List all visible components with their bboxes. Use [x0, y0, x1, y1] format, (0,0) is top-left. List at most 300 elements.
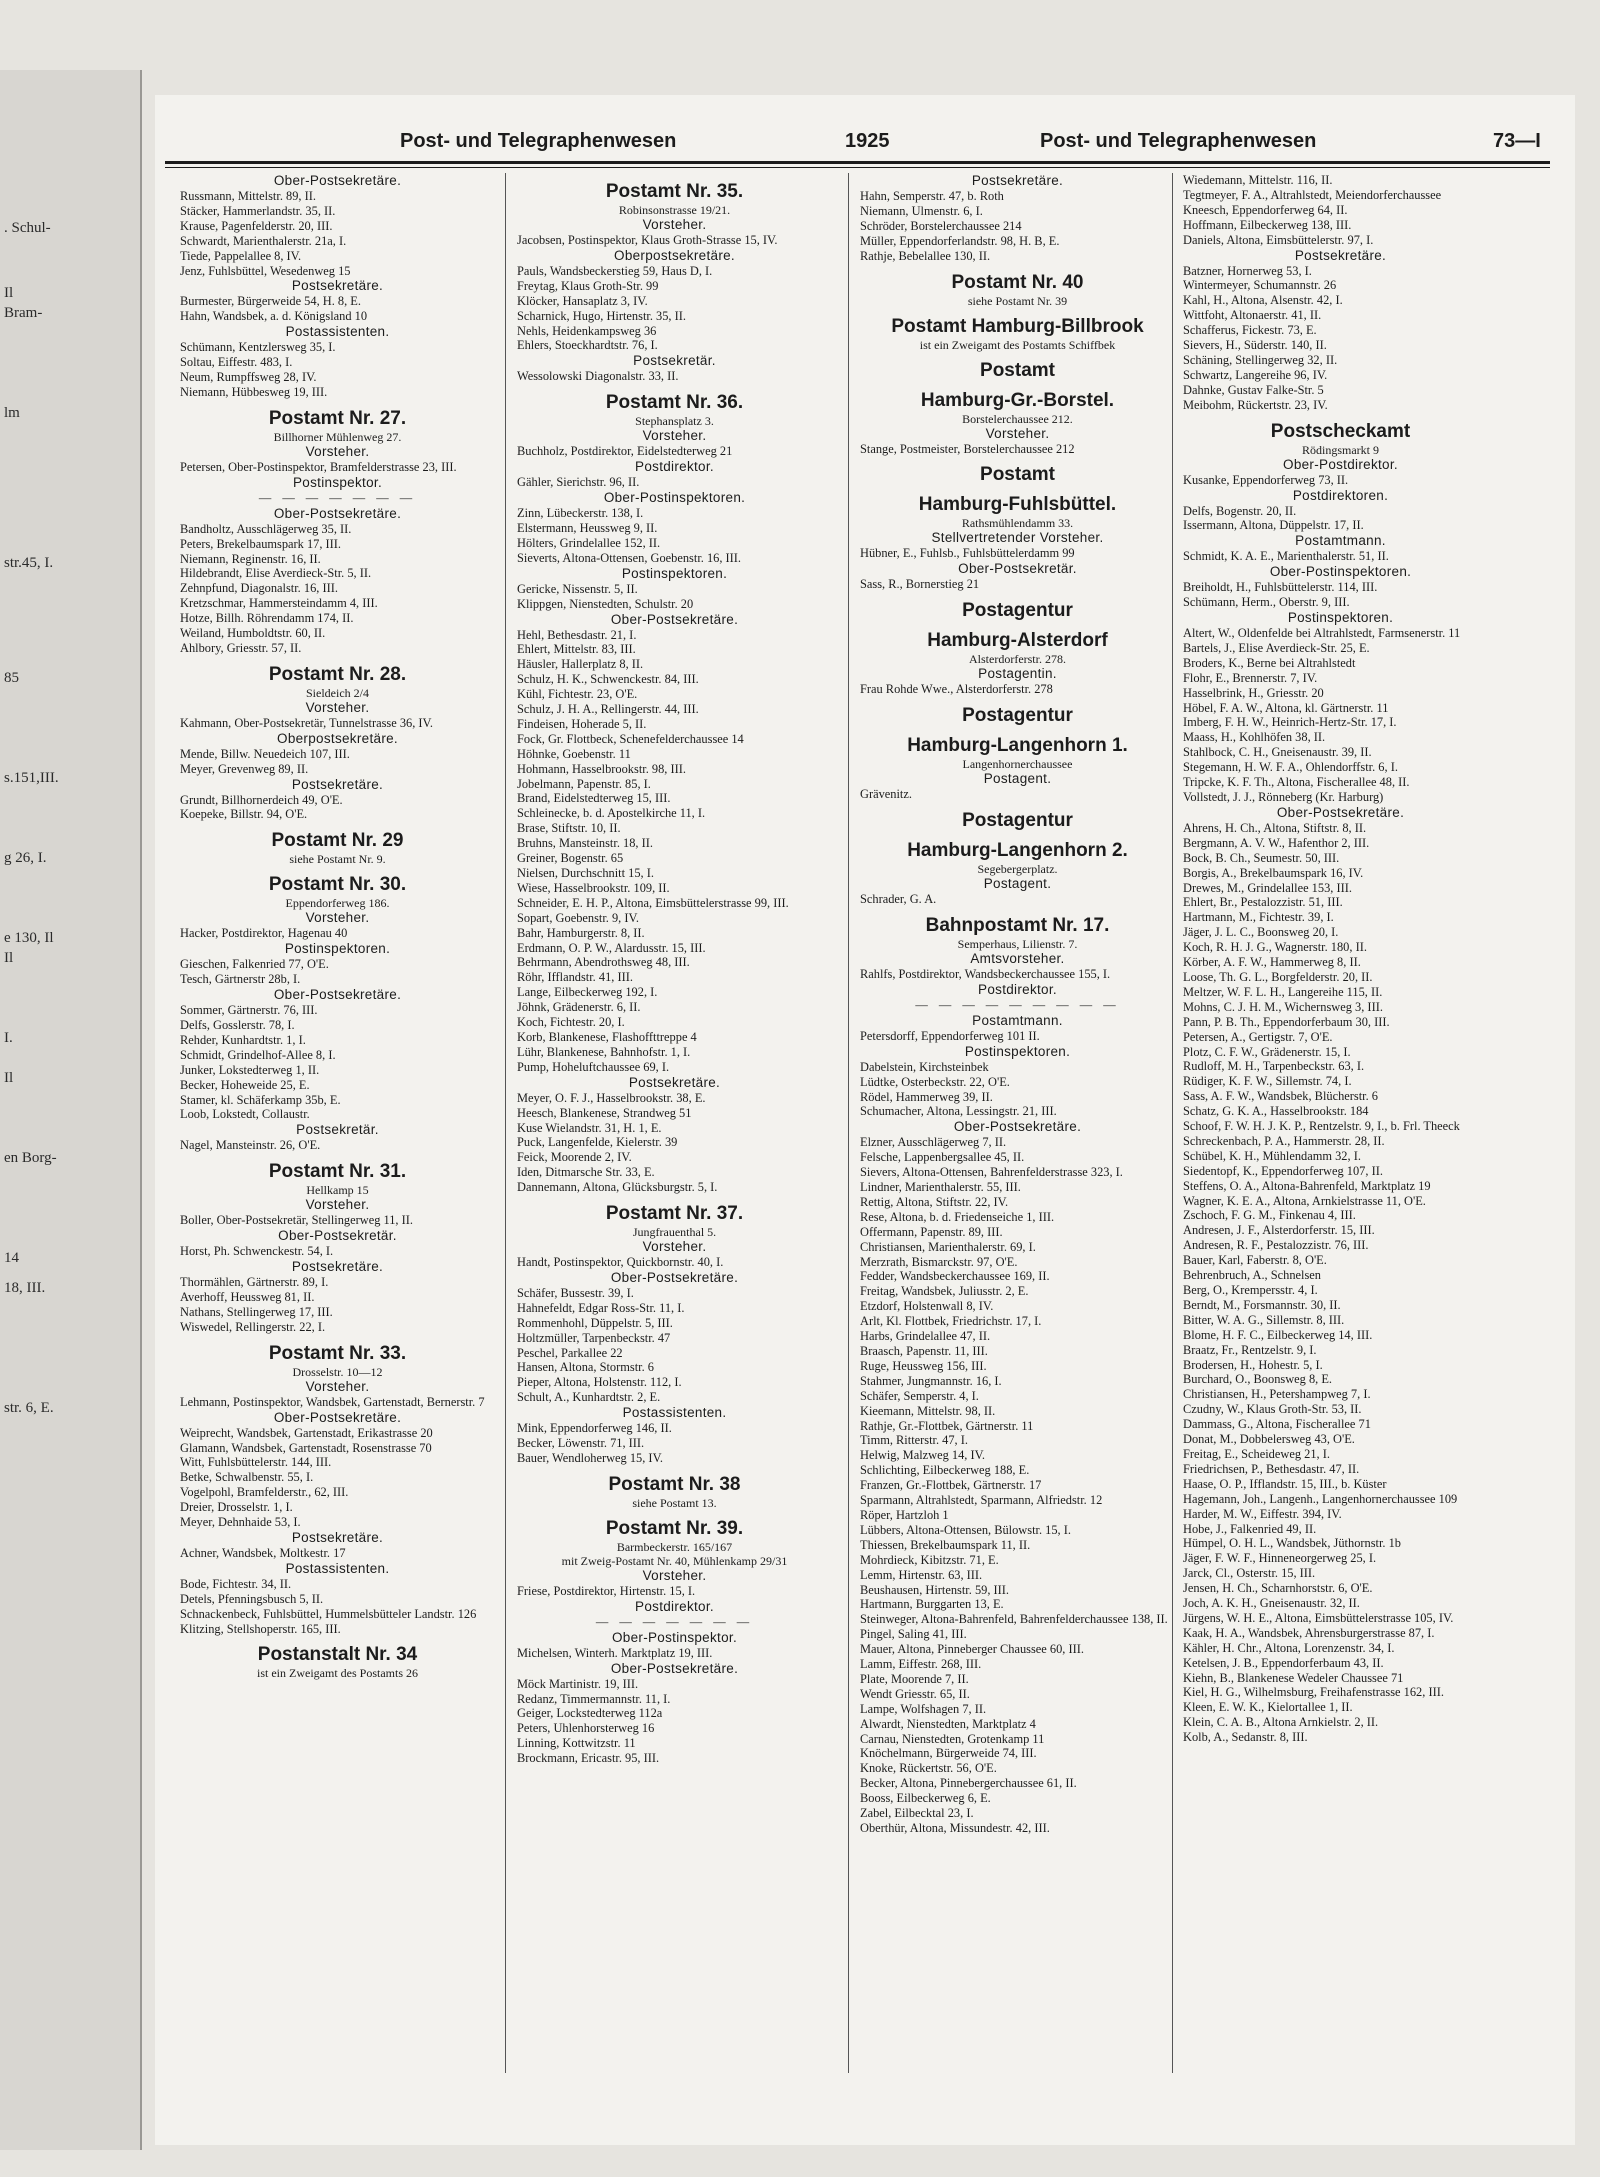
- role-heading: Postinspektor.: [293, 474, 382, 490]
- directory-entry: Sievers, H., Süderstr. 140, II.: [1183, 338, 1327, 353]
- directory-entry: Scharnick, Hugo, Hirtenstr. 35, II.: [517, 308, 686, 323]
- directory-entry: Haase, O. P., Ifflandstr. 15, III., b. Küster: [1183, 1476, 1387, 1491]
- directory-entry: Kiehn, B., Blankenese Wedeler Chaussee 71: [1183, 1670, 1404, 1685]
- previous-page-fragment: 14: [4, 1250, 19, 1266]
- directory-entry: Jenz, Fuhlsbüttel, Wesedenweg 15: [180, 263, 351, 278]
- directory-entry: Lübbers, Altona-Ottensen, Bülowstr. 15, I.: [860, 1522, 1071, 1537]
- directory-entry: Rathje, Bebelallee 130, II.: [860, 248, 991, 263]
- directory-entry: Niemann, Hübbesweg 19, III.: [180, 384, 328, 399]
- directory-entry: Jürgens, W. H. E., Altona, Eimsbüttelerstrasse 105, IV.: [1183, 1610, 1454, 1625]
- directory-entry: Gericke, Nissenstr. 5, II.: [517, 581, 638, 596]
- role-heading: Postamtmann.: [972, 1012, 1063, 1028]
- directory-entry: Klitzing, Stellshoperstr. 165, III.: [180, 1621, 341, 1636]
- directory-entry: Wintermeyer, Schumannstr. 26: [1183, 278, 1337, 293]
- directory-entry: Hehl, Bethesdastr. 21, I.: [517, 627, 637, 642]
- office-address: Semperhaus, Lilienstr. 7.: [957, 936, 1078, 951]
- previous-page-fragment: Bram-: [4, 305, 43, 321]
- directory-entry: Stange, Postmeister, Borstelerchaussee 212: [860, 441, 1075, 456]
- directory-entry: Nathans, Stellingerweg 17, III.: [180, 1304, 333, 1319]
- role-heading: Vorsteher.: [305, 910, 370, 926]
- directory-entry: Wendt Griesstr. 65, II.: [860, 1686, 970, 1701]
- column-2: [517, 173, 832, 2083]
- directory-entry: Lampe, Wolfshagen 7, II.: [860, 1701, 987, 1716]
- role-heading: Ober-Postsekretär.: [278, 1228, 397, 1244]
- role-heading: Postassistenten.: [285, 324, 390, 340]
- role-heading: Postsekretäre.: [971, 173, 1064, 188]
- directory-entry: Oberthür, Altona, Missundestr. 42, III.: [860, 1821, 1050, 1835]
- directory-entry: Kretzschmar, Hammersteindamm 4, III.: [180, 596, 378, 611]
- directory-entry: Fock, Gr. Flottbeck, Schenefelderchaussee 14: [517, 731, 744, 746]
- office-heading: Postagentur: [962, 600, 1073, 622]
- directory-entry: Rathje, Gr.-Flottbek, Gärtnerstr. 11: [860, 1418, 1034, 1433]
- directory-entry: Koch, Fichtestr. 20, I.: [517, 1015, 625, 1030]
- directory-entry: Berg, O., Krempersstr. 4, I.: [1183, 1283, 1318, 1297]
- directory-entry: Klein, C. A. B., Altona Arnkielstr. 2, II.: [1183, 1715, 1379, 1730]
- directory-entry: Bahr, Hamburgerstr. 8, II.: [517, 925, 645, 940]
- directory-entry: Delfs, Gosslerstr. 78, I.: [180, 1018, 295, 1032]
- role-heading: Postdirektoren.: [1292, 487, 1389, 503]
- directory-entry: Schröder, Borstelerchaussee 214: [860, 218, 1022, 233]
- directory-entry: Kähler, H. Chr., Altona, Lorenzenstr. 34, I.: [1183, 1640, 1395, 1655]
- directory-entry: Grävenitz.: [860, 787, 912, 802]
- directory-entry: Freitag, E., Scheideweg 21, I.: [1183, 1446, 1330, 1461]
- directory-entry: Wagner, K. E. A., Altona, Arnkielstrasse 11, O'E.: [1183, 1193, 1426, 1208]
- directory-entry: Brockmann, Ericastr. 95, III.: [517, 1751, 660, 1766]
- directory-entry: Linning, Kottwitzstr. 11: [517, 1736, 636, 1751]
- role-heading: Postagent.: [983, 876, 1052, 892]
- directory-entry: Klippgen, Nienstedten, Schulstr. 20: [517, 596, 694, 611]
- directory-entry: Jensen, H. Ch., Scharnhorststr. 6, O'E.: [1183, 1581, 1373, 1596]
- directory-entry: Etzdorf, Holstenwall 8, IV.: [860, 1299, 994, 1314]
- header-rule: [165, 161, 1550, 164]
- directory-entry: Weiland, Humboldtstr. 60, II.: [180, 626, 326, 641]
- directory-entry: Braasch, Papenstr. 11, III.: [860, 1344, 988, 1358]
- directory-entry: Jacobsen, Postinspektor, Klaus Groth-Strasse 15, IV.: [517, 233, 778, 247]
- directory-entry: Jobelmann, Papenstr. 85, I.: [517, 776, 651, 791]
- directory-entry: Booss, Eilbeckerweg 6, E.: [860, 1791, 991, 1806]
- directory-entry: Zabel, Eilbecktal 23, I.: [860, 1806, 974, 1821]
- role-heading: Stellvertretender Vorsteher.: [931, 530, 1104, 546]
- directory-entry: Bode, Fichtestr. 34, II.: [180, 1576, 292, 1591]
- directory-entry: Niemann, Reginenstr. 16, II.: [180, 551, 321, 566]
- directory-entry: Schümann, Herm., Oberstr. 9, III.: [1183, 595, 1350, 610]
- directory-entry: Schneider, E. H. P., Altona, Eimsbüttelerstrasse 99, III.: [517, 895, 789, 910]
- directory-entry: Ahlbory, Griesstr. 57, II.: [180, 640, 302, 655]
- directory-entry: Czudny, W., Klaus Groth-Str. 53, II.: [1183, 1402, 1362, 1417]
- role-heading: Ober-Postdirektor.: [1283, 456, 1398, 472]
- directory-entry: Stäcker, Hammerlandstr. 35, II.: [180, 203, 336, 218]
- directory-entry: Stegemann, H. W. F. A., Ohlendorffstr. 6, I.: [1183, 760, 1398, 775]
- directory-entry: Helwig, Malzweg 14, IV.: [860, 1448, 986, 1463]
- previous-page-fragment: Il: [4, 1070, 14, 1086]
- directory-entry: Neum, Rumpffsweg 28, IV.: [180, 370, 317, 385]
- directory-entry: Meyer, Dehnhaide 53, I.: [180, 1515, 301, 1530]
- directory-entry: Gieschen, Falkenried 77, O'E.: [180, 957, 329, 972]
- office-address: Segebergerplatz.: [977, 862, 1058, 877]
- directory-entry: Schmidt, Grindelhof-Allee 8, I.: [180, 1047, 336, 1062]
- directory-entry: Schrader, G. A.: [860, 892, 937, 907]
- directory-entry: Lühr, Blankenese, Bahnhofstr. 1, I.: [517, 1044, 691, 1059]
- directory-entry: Kahmann, Ober-Postsekretär, Tunnelstrasse 36, IV.: [180, 715, 434, 730]
- directory-entry: Redanz, Timmermannstr. 11, I.: [517, 1691, 671, 1706]
- directory-entry: Schnackenbeck, Fuhlsbüttel, Hummelsbütteler Landstr. 126: [180, 1606, 477, 1621]
- directory-entry: Meyer, O. F. J., Hasselbrookstr. 38, E.: [517, 1090, 706, 1105]
- directory-entry: Kleen, E. W. K., Kielortallee 1, II.: [1183, 1700, 1353, 1715]
- previous-page-fragment: g 26, I.: [4, 850, 47, 866]
- role-heading: Postagent.: [983, 771, 1052, 787]
- directory-entry: Sopart, Goebenstr. 9, IV.: [517, 910, 639, 925]
- directory-entry: Pingel, Saling 41, III.: [860, 1627, 967, 1642]
- directory-entry: Handt, Postinspektor, Quickbornstr. 40, I.: [517, 1255, 724, 1270]
- directory-entry: Bergmann, A. V. W., Hafenthor 2, III.: [1183, 835, 1370, 850]
- directory-entry: Friese, Postdirektor, Hirtenstr. 15, I.: [517, 1583, 696, 1598]
- directory-entry: Alwardt, Nienstedten, Marktplatz 4: [860, 1716, 1036, 1731]
- directory-entry: Stahlbock, C. H., Gneisenaustr. 39, II.: [1183, 745, 1372, 760]
- directory-entry: Freytag, Klaus Groth-Str. 99: [517, 278, 659, 293]
- directory-entry: Behrmann, Abendrothsweg 48, III.: [517, 955, 690, 970]
- directory-entry: Schäfer, Semperstr. 4, I.: [860, 1388, 979, 1403]
- directory-entry: Timm, Ritterstr. 47, I.: [860, 1433, 968, 1448]
- directory-entry: Hümpel, O. H. L., Wandsbek, Jüthornstr. 1b: [1183, 1536, 1402, 1551]
- office-address: Drosselstr. 10—12: [292, 1364, 383, 1379]
- directory-entry: Hübner, E., Fuhlsb., Fuhlsbüttelerdamm 99: [860, 546, 1075, 561]
- role-heading: Postsekretäre.: [291, 1529, 384, 1545]
- directory-entry: Sparmann, Altrahlstedt, Sparmann, Alfriedstr. 12: [860, 1493, 1103, 1508]
- directory-entry: Dabelstein, Kirchsteinbek: [860, 1059, 989, 1074]
- directory-entry: Vogelpohl, Bramfelderstr., 62, III.: [180, 1485, 349, 1500]
- directory-entry: Breiholdt, H., Fuhlsbüttelerstr. 114, III.: [1183, 580, 1378, 595]
- office-address: Rödingsmarkt 9: [1302, 442, 1379, 457]
- directory-entry: Becker, Hoheweide 25, E.: [180, 1077, 310, 1092]
- directory-entry: Jarck, Cl., Osterstr. 15, III.: [1183, 1566, 1316, 1581]
- office-address: ist ein Zweigamt des Postamts Schiffbek: [919, 337, 1116, 352]
- directory-entry: Rahlfs, Postdirektor, Wandsbeckerchaussee 155, I.: [860, 966, 1111, 981]
- directory-entry: Pann, P. B. Th., Eppendorferbaum 30, III.: [1183, 1014, 1390, 1029]
- directory-entry: Schult, A., Kunhardtstr. 2, E.: [517, 1390, 661, 1405]
- directory-entry: Batzner, Hornerweg 53, I.: [1183, 263, 1312, 278]
- header-left-title: Post- und Telegraphenwesen: [400, 130, 677, 152]
- office-heading: Postamt Nr. 31.: [268, 1161, 407, 1183]
- directory-entry: Koch, R. H. J. G., Wagnerstr. 180, II.: [1183, 940, 1367, 955]
- directory-entry: Siedentopf, K., Eppendorferweg 107, II.: [1183, 1163, 1383, 1178]
- directory-entry: Tegtmeyer, F. A., Altrahlstedt, Meiendorferchaussee: [1183, 187, 1442, 202]
- office-address: Billhorner Mühlenweg 27.: [273, 429, 402, 444]
- directory-entry: Schafferus, Fickestr. 73, E.: [1183, 323, 1317, 338]
- office-address: Alsterdorferstr. 278.: [969, 652, 1066, 667]
- office-heading: Postamt Nr. 37.: [605, 1203, 744, 1225]
- office-heading: Postagentur: [962, 810, 1073, 832]
- directory-entry: Pieper, Altona, Holstenstr. 112, I.: [517, 1375, 682, 1390]
- directory-entry: Ketelsen, J. B., Eppendorferbaum 43, II.: [1183, 1655, 1384, 1670]
- directory-entry: Meltzer, W. F. L. H., Langereihe 115, II.: [1183, 984, 1383, 999]
- directory-entry: Jäger, J. L. C., Boonsweg 20, I.: [1183, 925, 1339, 940]
- directory-entry: Lemm, Hirtenstr. 63, III.: [860, 1567, 983, 1582]
- directory-entry: Blome, H. F. C., Eilbeckerweg 14, III.: [1183, 1327, 1373, 1342]
- directory-entry: Merzrath, Bismarckstr. 97, O'E.: [860, 1254, 1018, 1269]
- directory-entry: Rommenhohl, Düppelstr. 5, III.: [517, 1315, 673, 1330]
- previous-page-fragment: s.151,III.: [4, 770, 59, 786]
- directory-entry: Meyer, Grevenweg 89, II.: [180, 761, 309, 776]
- role-heading: Postinspektoren.: [1287, 610, 1394, 626]
- directory-entry: Lüdtke, Osterbeckstr. 22, O'E.: [860, 1074, 1010, 1089]
- directory-entry: Wiedemann, Mittelstr. 116, II.: [1183, 173, 1333, 187]
- office-address: Robinsonstrasse 19/21.: [618, 203, 731, 217]
- office-heading: Hamburg-Fuhlsbüttel.: [918, 494, 1117, 516]
- directory-entry: Hotze, Billh. Röhrendamm 174, II.: [180, 611, 354, 626]
- role-heading: Ober-Postsekretäre.: [273, 173, 402, 188]
- role-heading: Ober-Postinspektoren.: [1269, 564, 1412, 580]
- page-header: [155, 130, 1555, 170]
- directory-entry: Brodersen, H., Hohestr. 5, I.: [1183, 1357, 1323, 1372]
- role-heading: Postsekretär.: [633, 353, 716, 369]
- vacant-dash: — — — — — — —: [258, 490, 417, 505]
- role-heading: Vorsteher.: [642, 217, 707, 232]
- directory-entry: Bock, B. Ch., Seumestr. 50, III.: [1183, 850, 1340, 865]
- role-heading: Ober-Postinspektoren.: [603, 490, 746, 506]
- previous-page-fragment: 18, III.: [4, 1280, 46, 1296]
- directory-entry: Peschel, Parkallee 22: [517, 1345, 623, 1360]
- directory-entry: Mohns, C. J. H. M., Wichernsweg 3, III.: [1183, 999, 1383, 1014]
- directory-entry: Zschoch, F. G. M., Finkenau 4, III.: [1183, 1208, 1356, 1223]
- directory-entry: Berndt, M., Forsmannstr. 30, II.: [1183, 1297, 1341, 1312]
- directory-entry: Iden, Ditmarsche Str. 33, E.: [517, 1165, 655, 1180]
- directory-entry: Lindner, Marienthalerstr. 55, III.: [860, 1180, 1021, 1195]
- column-4: [1183, 173, 1498, 2083]
- office-heading: Postscheckamt: [1270, 420, 1411, 442]
- directory-entry: Hartmann, Burggarten 13, E.: [860, 1597, 1004, 1612]
- directory-entry: Bauer, Karl, Faberstr. 8, O'E.: [1183, 1253, 1327, 1268]
- directory-entry: Klöcker, Hansaplatz 3, IV.: [517, 293, 648, 308]
- directory-entry: Holtzmüller, Tarpenbeckstr. 47: [517, 1330, 671, 1345]
- directory-entry: Schatz, G. K. A., Hasselbrookstr. 184: [1183, 1104, 1369, 1119]
- office-heading: Postamt Nr. 33.: [268, 1342, 407, 1364]
- role-heading: Vorsteher.: [305, 443, 370, 459]
- directory-entry: Drewes, M., Grindelallee 153, III.: [1183, 880, 1352, 895]
- role-heading: Ober-Postsekretär.: [958, 561, 1077, 577]
- directory-entry: Hoffmann, Eilbeckerweg 138, III.: [1183, 217, 1352, 232]
- directory-entry: Hahnefeldt, Edgar Ross-Str. 11, I.: [517, 1300, 685, 1315]
- directory-entry: Lamm, Eiffestr. 268, III.: [860, 1657, 982, 1672]
- directory-entry: Carnau, Nienstedten, Grotenkamp 11: [860, 1731, 1045, 1746]
- directory-entry: Pump, Hoheluftchaussee 69, I.: [517, 1059, 670, 1074]
- directory-entry: Petersen, A., Gertigstr. 7, O'E.: [1183, 1029, 1333, 1044]
- vacant-dash: — — — — — — — — —: [915, 997, 1120, 1012]
- directory-entry: Issermann, Altona, Düppelstr. 17, II.: [1183, 518, 1364, 533]
- directory-entry: Pauls, Wandsbeckerstieg 59, Haus D, I.: [517, 263, 713, 278]
- directory-entry: Becker, Altona, Pinnebergerchaussee 61, II.: [860, 1776, 1077, 1791]
- directory-entry: Geiger, Lockstedterweg 112a: [517, 1706, 663, 1721]
- column-1: [180, 173, 495, 2083]
- office-address: ist ein Zweigamt des Postamts 26: [257, 1666, 418, 1681]
- directory-entry: Wessolowski Diagonalstr. 33, II.: [517, 369, 679, 384]
- header-right-title: Post- und Telegraphenwesen: [1040, 130, 1317, 152]
- role-heading: Amtsvorsteher.: [970, 950, 1065, 966]
- office-address: Borstelerchaussee 212.: [962, 411, 1073, 426]
- role-heading: Postsekretäre.: [1294, 247, 1387, 263]
- directory-entry: Rettig, Altona, Stiftstr. 22, IV.: [860, 1194, 1009, 1209]
- directory-entry: Puck, Langenfelde, Kielerstr. 39: [517, 1135, 678, 1150]
- office-heading: Postanstalt Nr. 34: [257, 1644, 418, 1666]
- directory-entry: Kieemann, Mittelstr. 98, II.: [860, 1403, 996, 1418]
- directory-entry: Erdmann, O. P. W., Alardusstr. 15, III.: [517, 940, 706, 955]
- role-heading: Vorsteher.: [642, 1239, 707, 1255]
- directory-entry: Andresen, J. F., Alsterdorferstr. 15, III.: [1183, 1223, 1375, 1238]
- office-heading: Postamt Nr. 39.: [605, 1517, 744, 1539]
- role-heading: Postsekretäre.: [291, 776, 384, 792]
- directory-entry: Schmidt, K. A. E., Marienthalerstr. 51, II.: [1183, 549, 1389, 564]
- directory-entry: Schäfer, Bussestr. 39, I.: [517, 1285, 634, 1300]
- role-heading: Postassistenten.: [285, 1560, 390, 1576]
- directory-entry: Nielsen, Durchschnitt 15, I.: [517, 866, 654, 880]
- directory-entry: Witt, Fuhlsbüttelerstr. 144, III.: [180, 1455, 332, 1470]
- directory-entry: Knoke, Rückertstr. 56, O'E.: [860, 1761, 997, 1776]
- directory-entry: Dreier, Drosselstr. 1, I.: [180, 1500, 293, 1515]
- directory-entry: Hartmann, M., Fichtestr. 39, I.: [1183, 910, 1334, 925]
- directory-entry: Hahn, Wandsbek, a. d. Königsland 10: [180, 309, 368, 324]
- directory-entry: Beushausen, Hirtenstr. 59, III.: [860, 1582, 1010, 1597]
- directory-entry: Kühl, Fichtestr. 23, O'E.: [517, 687, 638, 702]
- directory-entry: Petersdorff, Eppendorferweg 101 II.: [860, 1028, 1040, 1043]
- directory-entry: Altert, W., Oldenfelde bei Altrahlstedt, Farmsenerstr. 11: [1183, 626, 1461, 641]
- office-heading: Postamt Nr. 38: [608, 1473, 741, 1495]
- directory-entry: Detels, Pfenningsbusch 5, II.: [180, 1591, 324, 1606]
- directory-entry: Schreckenbach, P. A., Hammerstr. 28, II.: [1183, 1133, 1385, 1148]
- directory-entry: Elstermann, Heussweg 9, II.: [517, 520, 658, 535]
- directory-entry: Häusler, Hallerplatz 8, II.: [517, 657, 644, 672]
- directory-entry: Dahnke, Gustav Falke-Str. 5: [1183, 382, 1324, 397]
- directory-entry: Bauer, Wendloherweg 15, IV.: [517, 1451, 664, 1465]
- directory-entry: Petersen, Ober-Postinspektor, Bramfelderstrasse 23, III.: [180, 459, 457, 474]
- directory-entry: Flohr, E., Brennerstr. 7, IV.: [1183, 670, 1318, 685]
- office-address: Langenhornerchaussee: [962, 757, 1073, 772]
- directory-entry: Jöhnk, Grädenerstr. 6, II.: [517, 1000, 641, 1015]
- directory-entry: Kuse Wielandstr. 31, H. 1, E.: [517, 1120, 662, 1135]
- directory-entry: Dannemann, Altona, Glücksburgstr. 5, I.: [517, 1180, 718, 1195]
- directory-entry: Krause, Pagenfelderstr. 20, III.: [180, 218, 333, 233]
- directory-entry: Joch, A. K. H., Gneisenaustr. 32, II.: [1183, 1596, 1360, 1611]
- directory-entry: Sievers, Altona-Ottensen, Bahrenfelderstrasse 323, I.: [860, 1165, 1123, 1180]
- directory-entry: Mauer, Altona, Pinneberger Chaussee 60, III.: [860, 1642, 1084, 1657]
- previous-page-fragment: Il: [4, 950, 14, 966]
- office-address: mit Zweig-Postamt Nr. 40, Mühlenkamp 29/31: [561, 1553, 788, 1568]
- directory-entry: Ahrens, H. Ch., Altona, Stiftstr. 8, II.: [1183, 820, 1367, 835]
- directory-entry: Plate, Moorende 7, II.: [860, 1671, 969, 1686]
- directory-entry: Vollstedt, J. J., Rönneberg (Kr. Harburg): [1183, 790, 1384, 804]
- directory-entry: Wiese, Hasselbrookstr. 109, II.: [517, 880, 670, 895]
- office-heading: Postamt Nr. 35.: [605, 181, 744, 202]
- directory-entry: Bandholtz, Ausschlägerweg 35, II.: [180, 521, 352, 536]
- directory-entry: Ehlert, Br., Pestalozzistr. 51, III.: [1183, 895, 1343, 910]
- directory-entry: Rese, Altona, b. d. Friedenseiche 1, III.: [860, 1209, 1055, 1224]
- office-heading: Bahnpostamt Nr. 17.: [925, 914, 1110, 936]
- role-heading: Postassistenten.: [622, 1405, 727, 1421]
- directory-entry: Michelsen, Winterh. Marktplatz 19, III.: [517, 1645, 713, 1660]
- role-heading: Ober-Postsekretäre.: [610, 1269, 739, 1285]
- directory-entry: Wiswedel, Rellingerstr. 22, I.: [180, 1319, 326, 1334]
- directory-entry: Sass, A. F. W., Wandsbek, Blücherstr. 6: [1183, 1089, 1379, 1104]
- directory-entry: Greiner, Bogenstr. 65: [517, 851, 624, 866]
- directory-entry: Ruge, Heussweg 156, III.: [860, 1358, 987, 1373]
- directory-entry: Körber, A. F. W., Hammerweg 8, II.: [1183, 955, 1361, 970]
- directory-entry: Grundt, Billhornerdeich 49, O'E.: [180, 792, 343, 807]
- directory-entry: Schumacher, Altona, Lessingstr. 21, III.: [860, 1104, 1057, 1119]
- previous-page-fragment: en Borg-: [4, 1150, 57, 1166]
- role-heading: Ober-Postinspektor.: [611, 1629, 737, 1645]
- directory-entry: Averhoff, Heussweg 81, II.: [180, 1289, 315, 1304]
- role-heading: Vorsteher.: [305, 1197, 370, 1213]
- directory-entry: Nehls, Heidenkampsweg 36: [517, 323, 657, 338]
- directory-entry: Glamann, Wandsbek, Gartenstadt, Rosenstrasse 70: [180, 1440, 432, 1455]
- directory-entry: Franzen, Gr.-Flottbek, Gärtnerstr. 17: [860, 1478, 1042, 1493]
- role-heading: Vorsteher.: [305, 699, 370, 715]
- directory-entry: Sass, R., Bornerstieg 21: [860, 577, 980, 592]
- office-address: Stephansplatz 3.: [635, 414, 714, 429]
- role-heading: Ober-Postsekretäre.: [273, 505, 402, 521]
- directory-entry: Loob, Lokstedt, Collaustr.: [180, 1107, 310, 1122]
- directory-entry: Korb, Blankenese, Flashoffttreppe 4: [517, 1029, 697, 1044]
- directory-entry: Schäning, Stellingerweg 32, II.: [1183, 352, 1338, 367]
- directory-entry: Betke, Schwalbenstr. 55, I.: [180, 1470, 314, 1485]
- office-heading: Hamburg-Gr.-Borstel.: [920, 389, 1115, 411]
- directory-entry: Sommer, Gärtnerstr. 76, III.: [180, 1003, 318, 1018]
- directory-entry: Schulz, H. K., Schwenckestr. 84, III.: [517, 672, 699, 687]
- directory-page: [155, 95, 1575, 2145]
- directory-entry: Thormählen, Gärtnerstr. 89, I.: [180, 1275, 329, 1290]
- directory-entry: Lehmann, Postinspektor, Wandsbek, Gartenstadt, Bernerstr. 7: [180, 1394, 485, 1409]
- role-heading: Ober-Postsekretäre.: [273, 1409, 402, 1425]
- directory-entry: Braatz, Fr., Rentzelstr. 9, I.: [1183, 1342, 1317, 1357]
- previous-page-fragment: e 130, Il: [4, 930, 54, 946]
- office-address: Eppendorferweg 186.: [285, 896, 390, 911]
- directory-entry: Niemann, Ulmenstr. 6, I.: [860, 203, 983, 218]
- role-heading: Postinspektoren.: [284, 941, 391, 957]
- directory-entry: Kneesch, Eppendorferweg 64, II.: [1183, 202, 1348, 217]
- role-heading: Postdirektor.: [978, 981, 1057, 997]
- directory-entry: Thiessen, Brekelbaumspark 11, II.: [860, 1537, 1031, 1552]
- directory-entry: Lange, Eilbeckerweg 192, I.: [517, 985, 658, 1000]
- directory-entry: Rudloff, M. H., Tarpenbeckstr. 63, I.: [1183, 1059, 1365, 1074]
- directory-entry: Tesch, Gärtnerstr 28b, I.: [180, 972, 301, 987]
- directory-entry: Schwardt, Marienthalerstr. 21a, I.: [180, 233, 347, 248]
- directory-entry: Möck Martinistr. 19, III.: [517, 1676, 639, 1691]
- directory-entry: Stamer, kl. Schäferkamp 35b, E.: [180, 1092, 341, 1107]
- directory-entry: Gähler, Sierichstr. 96, II.: [517, 475, 640, 490]
- role-heading: Postinspektoren.: [964, 1043, 1071, 1059]
- role-heading: Postsekretär.: [296, 1122, 379, 1138]
- directory-entry: Brase, Stiftstr. 10, II.: [517, 821, 621, 836]
- header-page-number: 73—I: [1493, 130, 1541, 152]
- office-heading: Postagentur: [962, 705, 1073, 727]
- directory-entry: Heesch, Blankenese, Strandweg 51: [517, 1105, 692, 1120]
- directory-entry: Burmester, Bürgerweide 54, H. 8, E.: [180, 294, 361, 309]
- directory-entry: Ehlert, Mittelstr. 83, III.: [517, 642, 636, 657]
- directory-entry: Schulz, J. H. A., Rellingerstr. 44, III.: [517, 702, 699, 717]
- directory-entry: Hagemann, Joh., Langenh., Langenhornerchaussee 109: [1183, 1491, 1458, 1506]
- directory-entry: Röhr, Ifflandstr. 41, III.: [517, 970, 633, 985]
- previous-page-fragment: str. 6, E.: [4, 1400, 54, 1416]
- office-heading: Hamburg-Langenhorn 2.: [907, 840, 1128, 862]
- directory-entry: Peters, Brekelbaumspark 17, III.: [180, 536, 342, 551]
- directory-entry: Müller, Eppendorferlandstr. 98, H. B, E.: [860, 233, 1060, 248]
- office-heading: Postamt Nr. 36.: [605, 392, 744, 414]
- role-heading: Postsekretäre.: [291, 278, 384, 294]
- directory-entry: Ehlers, Stoeckhardtstr. 76, I.: [517, 338, 658, 353]
- directory-entry: Bitter, W. A. G., Sillemstr. 8, III.: [1183, 1312, 1345, 1327]
- directory-entry: Hohmann, Hasselbrookstr. 98, III.: [517, 761, 686, 776]
- role-heading: Vorsteher.: [305, 1378, 370, 1394]
- role-heading: Vorsteher.: [985, 425, 1050, 441]
- directory-entry: Freitag, Wandsbek, Juliusstr. 2, E.: [860, 1284, 1029, 1299]
